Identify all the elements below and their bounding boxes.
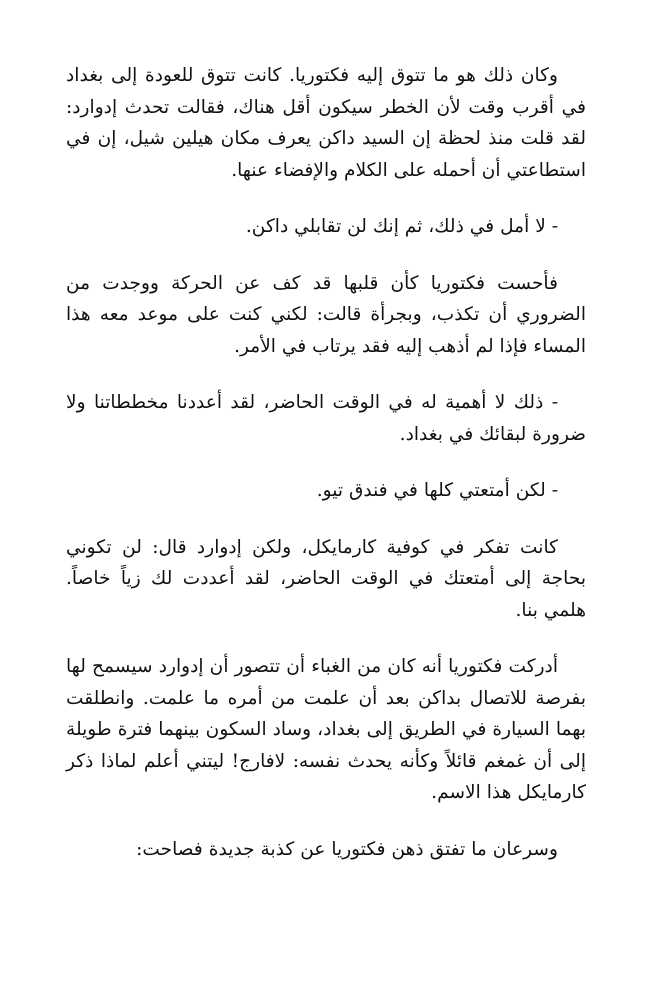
paragraph-5-dialogue: - لكن أمتعتي كلها في فندق تيو. xyxy=(316,480,558,501)
paragraph-8: وسرعان ما تفتق ذهن فكتوريا عن كذبة جديدة فصاحت: xyxy=(136,838,558,860)
paragraph-6: كانت تفكر في كوفية كارمايكل، ولكن إدوارد قال: لن تكوني بحاجة إلى أمتعتك في الوقت الحاضر، لقد أعددت لك زياً خاصاً. هلمي بنا. xyxy=(66,536,586,621)
paragraph-2-dialogue: - لا أمل في ذلك، ثم إنك لن تقابلي داكن. xyxy=(245,216,558,237)
paragraph-1: وكان ذلك هو ما تتوق إليه فكتوريا. كانت تتوق للعودة إلى بغداد في أقرب وقت لأن الخطر سيكون أقل هناك، فقالت تحدث إدوارد: لقد قلت منذ لحظة إن السيد داكن يعرف مكان هيلين شيل، إن في استطاعتي أن أحمله على الكلام والإفضاء عنها. xyxy=(66,65,586,181)
paragraph-7: أدركت فكتوريا أنه كان من الغباء أن تتصور أن إدوارد سيسمح لها بفرصة للاتصال بداكن بعد أن علمت من أمره ما علمت. وانطلقت بهما السيارة في الطريق إلى بغداد، وساد السكون بينهما فترة طويلة إلى أن غمغم قائلاً وكأنه يحدث نفسه: لافارج! ليتني أعلم لماذا ذكر كارمايكل هذا الاسم. xyxy=(66,656,586,803)
paragraph-3: فأحست فكتوريا كأن قلبها قد كف عن الحركة ووجدت من الضروري أن تكذب، وبجرأة قالت: لكني كنت على موعد معه هذا المساء فإذا لم أذهب إليه فقد يرتاب في الأمر. xyxy=(66,272,586,357)
paragraph-4-dialogue: - ذلك لا أهمية له في الوقت الحاضر، لقد أعددنا مخططاتنا ولا ضرورة لبقائك في بغداد. xyxy=(66,392,586,445)
book-page xyxy=(66,60,586,865)
